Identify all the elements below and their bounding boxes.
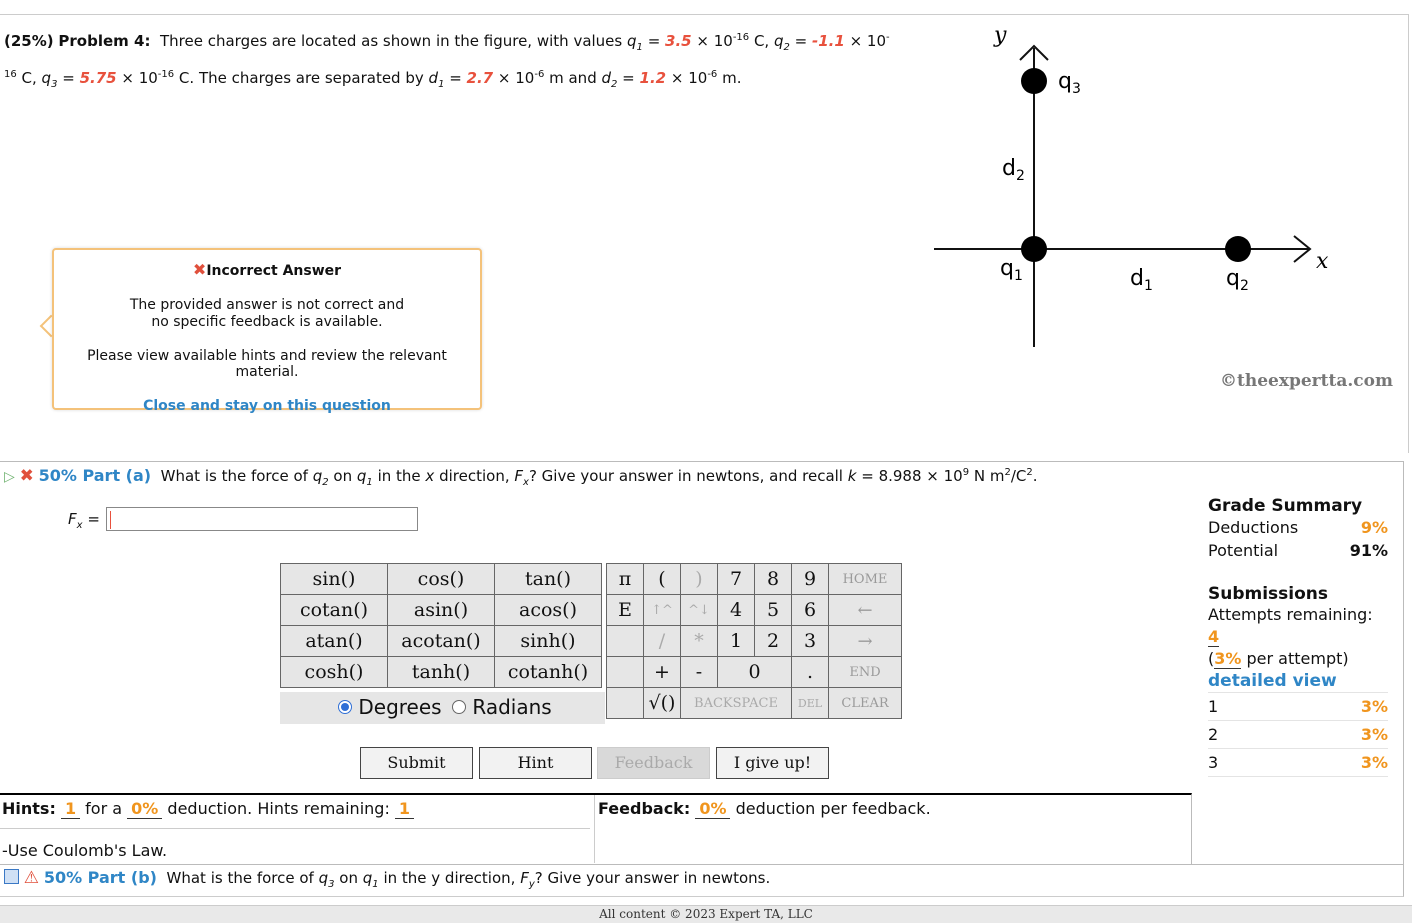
backspace-button[interactable]: BACKSPACE — [681, 688, 792, 719]
d2-value: 1.2 — [639, 69, 667, 87]
digit-2-button[interactable]: 2 — [755, 626, 792, 657]
hint-text: -Use Coulomb's Law. — [2, 841, 168, 860]
part-a-label: 50% Part (a) — [38, 466, 152, 485]
digit-6-button[interactable]: 6 — [792, 595, 829, 626]
expand-arrow-icon[interactable]: ▷ — [4, 469, 15, 485]
digit-8-button[interactable]: 8 — [755, 564, 792, 595]
submission-row: 3 3% — [1208, 749, 1388, 777]
watermark: ©theexpertta.com — [1220, 371, 1393, 391]
digit-5-button[interactable]: 5 — [755, 595, 792, 626]
q2-charge — [1225, 236, 1251, 262]
grade-summary — [1208, 496, 1388, 777]
digit-0-button[interactable]: 0 — [718, 657, 792, 688]
potential-row: Potential 91% — [1208, 541, 1388, 560]
q3-charge — [1021, 68, 1047, 94]
plus-button[interactable]: + — [644, 657, 681, 688]
hints-summary: Hints: 1 for a 0% deduction. Hints remaining: 1 — [2, 799, 414, 818]
degrees-radio[interactable] — [338, 700, 352, 714]
asin-button[interactable]: asin() — [388, 595, 495, 626]
del-button[interactable]: DEL — [792, 688, 829, 719]
copyright-text: All content © 2023 Expert TA, LLC — [599, 907, 813, 921]
feedback-deduction: 0% — [695, 799, 730, 819]
end-button[interactable]: END — [829, 657, 902, 688]
d1-value: 2.7 — [466, 69, 494, 87]
footer — [0, 905, 1412, 923]
close-popup-link[interactable]: Close and stay on this question — [143, 398, 391, 414]
sin-button[interactable]: sin() — [281, 564, 388, 595]
submission-row: 2 3% — [1208, 721, 1388, 749]
d1-label: $d_1$ — [1130, 266, 1153, 294]
potential-value: 91% — [1349, 541, 1388, 560]
q3-value: 5.75 — [79, 69, 117, 87]
tan-button[interactable]: tan() — [495, 564, 602, 595]
hint-button[interactable]: Hint — [479, 747, 592, 779]
decimal-button[interactable]: . — [792, 657, 829, 688]
problem-title: Problem 4: — [58, 32, 151, 50]
per-attempt: (3% per attempt) — [1208, 649, 1349, 668]
cotan-button[interactable]: cotan() — [281, 595, 388, 626]
digit-1-button[interactable]: 1 — [718, 626, 755, 657]
blank-key — [607, 688, 644, 719]
blank-key — [607, 626, 644, 657]
q1-value: 3.5 — [665, 32, 692, 50]
pi-button[interactable]: π — [607, 564, 644, 595]
q1-charge — [1021, 236, 1047, 262]
hints-count: 1 — [61, 799, 80, 819]
cotanh-button[interactable]: cotanh() — [495, 657, 602, 688]
attempts-remaining: Attempts remaining: 4 — [1208, 605, 1373, 646]
problem-percent: (25%) — [4, 32, 54, 50]
feedback-button[interactable]: Feedback — [597, 747, 710, 779]
submission-row: 1 3% — [1208, 693, 1388, 721]
part-a-question: ▷ ✖ 50% Part (a) What is the force of $q_2$ on $q_1$ in the x direction, $F_x$? Give your answer in newtons, and recall $k = 8.988 \times 10^9$ N $m^2/C^2$. — [4, 466, 1038, 488]
lparen-button[interactable]: ( — [644, 564, 681, 595]
collapse-icon[interactable] — [4, 869, 19, 884]
fx-label: $F_x$ = — [68, 510, 100, 531]
blank-key — [607, 657, 644, 688]
deductions-row: Deductions 9% — [1208, 518, 1388, 537]
acotan-button[interactable]: acotan() — [388, 626, 495, 657]
left-arrow-button[interactable]: ← — [829, 595, 902, 626]
calc-keypad — [606, 563, 902, 719]
deductions-value: 9% — [1360, 518, 1388, 537]
d2-label: $d_2$ — [1002, 156, 1025, 184]
attempts-value: 4 — [1208, 627, 1220, 646]
up-button[interactable]: ↑^ — [644, 595, 681, 626]
q1-label: $q_1$ — [1000, 256, 1023, 284]
radians-option[interactable]: Radians — [452, 695, 552, 719]
calc-function-keys — [280, 563, 602, 688]
degrees-option[interactable]: Degrees — [338, 695, 442, 719]
x-axis-label: x — [1316, 249, 1329, 274]
divide-button[interactable]: / — [644, 626, 681, 657]
warning-icon: ⚠ — [23, 868, 40, 888]
clear-button[interactable]: CLEAR — [829, 688, 902, 719]
feedback-divider — [594, 795, 595, 863]
cosh-button[interactable]: cosh() — [281, 657, 388, 688]
e-button[interactable]: E — [607, 595, 644, 626]
submissions-title: Submissions — [1208, 584, 1329, 604]
y-axis-label: y — [994, 23, 1007, 48]
detailed-view-link[interactable]: detailed view — [1208, 670, 1388, 693]
atan-button[interactable]: atan() — [281, 626, 388, 657]
digit-7-button[interactable]: 7 — [718, 564, 755, 595]
incorrect-answer-popup — [52, 248, 482, 414]
acos-button[interactable]: acos() — [495, 595, 602, 626]
hints-divider — [0, 828, 590, 829]
rparen-button[interactable]: ) — [681, 564, 718, 595]
incorrect-x-icon: ✖ — [19, 466, 34, 486]
right-arrow-button[interactable]: → — [829, 626, 902, 657]
q2-value: -1.1 — [812, 32, 845, 50]
home-button[interactable]: HOME — [829, 564, 902, 595]
charge-figure — [920, 20, 1400, 400]
digit-4-button[interactable]: 4 — [718, 595, 755, 626]
q2-label: $q_2$ — [1226, 266, 1249, 294]
hints-remaining: 1 — [395, 799, 414, 819]
hint-deduction: 0% — [127, 799, 162, 819]
sqrt-button[interactable]: √() — [644, 688, 681, 719]
popup-title: ✖Incorrect Answer — [192, 260, 342, 279]
radians-radio[interactable] — [452, 700, 466, 714]
minus-button[interactable]: - — [681, 657, 718, 688]
part-b-label: 50% Part (b) — [43, 868, 157, 887]
grade-summary-title: Grade Summary — [1208, 496, 1363, 516]
multiply-button[interactable]: * — [681, 626, 718, 657]
feedback-summary: Feedback: 0% deduction per feedback. — [598, 799, 931, 818]
angle-mode-row — [280, 692, 605, 724]
q3-label: $q_3$ — [1058, 69, 1081, 97]
popup-hint-message: Please view available hints and review the relevant material. — [87, 348, 447, 380]
problem-intro: Three charges are located as shown in the figure, with values — [160, 32, 623, 50]
part-b-question[interactable]: ⚠ 50% Part (b) What is the force of $q_3$ on $q_1$ in the y direction, $F_y$? Give your answer in newtons. — [4, 868, 770, 890]
digit-3-button[interactable]: 3 — [792, 626, 829, 657]
problem-statement: (25%) Problem 4: Three charges are located as shown in the figure, with values $q_1 = 3.5 \times 10^{-16}$ C, $q_2 = -1.1 \times 10^-$ $^{16}$ C, $q_3 = 5.75 \times 10^{-16}$ C. The charges are separated by $d_1 = 2.7 \times 10^{-6}$ m and $d_2 = 1.2 \times 10^{-6}$ m. — [4, 32, 890, 90]
fx-answer-input[interactable] — [106, 507, 418, 531]
error-x-icon: ✖ — [192, 260, 207, 279]
tanh-button[interactable]: tanh() — [388, 657, 495, 688]
digit-9-button[interactable]: 9 — [792, 564, 829, 595]
submit-button[interactable]: Submit — [360, 747, 473, 779]
give-up-button[interactable]: I give up! — [716, 747, 829, 779]
down-button[interactable]: ^↓ — [681, 595, 718, 626]
sinh-button[interactable]: sinh() — [495, 626, 602, 657]
popup-message: The provided answer is not correct and no specific feedback is available. — [129, 297, 405, 330]
cos-button[interactable]: cos() — [388, 564, 495, 595]
input-cursor — [110, 511, 111, 529]
